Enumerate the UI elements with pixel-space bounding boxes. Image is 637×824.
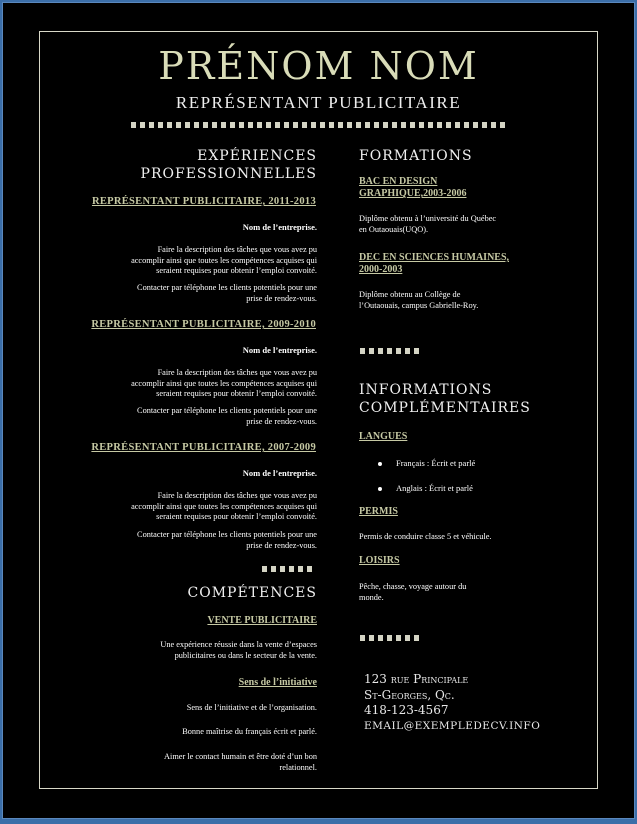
job1-title: REPRÉSENTANT PUBLICITAIRE, 2011-2013 — [91, 196, 316, 207]
experience-heading-line1: EXPÉRIENCES — [197, 148, 317, 164]
degree1-description: Diplôme obtenu à l’université du Québec en Outaouais(UQO). — [359, 214, 497, 234]
bullet-icon — [378, 487, 382, 491]
hobbies-heading: LOISIRS — [359, 555, 400, 566]
languages-heading: LANGUES — [359, 431, 408, 442]
skills-sales-heading: VENTE PUBLICITAIRE — [207, 615, 317, 626]
job2-contact: Contacter par téléphone les clients potentiels pour une prise de rendez-vous. — [137, 406, 317, 426]
education-heading: FORMATIONS — [359, 148, 473, 164]
skills-item-contact: Aimer le contact humain et être doté d’un bon relationnel. — [164, 752, 317, 772]
job2-company: Nom de l’entreprise. — [242, 345, 317, 355]
contact-email[interactable]: EMAIL@EXEMPLEDECV.INFO — [364, 719, 541, 732]
contact-street: 123 rue Principale — [364, 672, 469, 686]
experience-divider-dots — [262, 566, 312, 572]
skills-sales-text: Une expérience réussie dans la vente d’espaces publicitaires ou dans le secteur de la vente. — [160, 640, 317, 660]
degree1-title: BAC EN DESIGN GRAPHIQUE,2003-2006 — [359, 176, 467, 199]
skills-item-french: Bonne maîtrise du français écrit et parlé. — [182, 727, 317, 736]
job3-title: REPRÉSENTANT PUBLICITAIRE, 2007-2009 — [91, 442, 316, 453]
permit-heading: PERMIS — [359, 506, 398, 517]
degree2-description: Diplôme obtenu au Collège de l’Outaouais, campus Gabrielle-Roy. — [359, 290, 479, 310]
permit-text: Permis de conduire classe 5 et véhicule. — [359, 532, 492, 541]
job-title-header: REPRÉSENTANT PUBLICITAIRE — [175, 93, 462, 112]
full-name: PRÉNOM NOM — [158, 44, 479, 88]
education-divider-dots — [360, 348, 422, 354]
additional-info-heading: INFORMATIONS COMPLÉMENTAIRES — [359, 382, 531, 416]
job1-description: Faire la description des tâches que vous avez pu accomplir ainsi que toutes les compétences acquises qui seraient requises pour obtenir l’emploi convoité. — [131, 245, 317, 275]
experience-heading — [141, 147, 317, 183]
contact-block — [364, 672, 540, 734]
experience-heading-line2: PROFESSIONNELLES — [140, 166, 317, 182]
job2-description: Faire la description des tâches que vous avez pu accomplir ainsi que toutes les compétences acquises qui seraient requises pour obtenir l’emploi convoité. — [131, 368, 317, 398]
job3-company: Nom de l’entreprise. — [242, 468, 317, 478]
skills-item-organisation: Sens de l’initiative et de l’organisation. — [186, 703, 317, 712]
job3-description: Faire la description des tâches que vous avez pu accomplir ainsi que toutes les compétences acquises qui seraient requises pour obtenir l’emploi convoité. — [131, 491, 317, 521]
contact-city: St-Georges, Qc. — [364, 687, 455, 702]
job1-company: Nom de l’entreprise. — [242, 222, 317, 232]
contact-phone: 418-123-4567 — [364, 703, 449, 717]
additional-divider-dots — [360, 635, 422, 641]
bullet-icon — [378, 462, 382, 466]
language-english: Anglais : Écrit et parlé — [378, 483, 473, 493]
hobbies-text: Pêche, chasse, voyage autour du monde. — [359, 582, 467, 602]
skills-initiative-heading: Sens de l’initiative — [238, 677, 317, 688]
degree2-title: DEC EN SCIENCES HUMAINES, 2000-2003 — [359, 252, 510, 275]
job2-title: REPRÉSENTANT PUBLICITAIRE, 2009-2010 — [91, 319, 316, 330]
language-french: Français : Écrit et parlé — [378, 458, 475, 468]
skills-heading: COMPÉTENCES — [187, 585, 317, 601]
job3-contact: Contacter par téléphone les clients potentiels pour une prise de rendez-vous. — [137, 530, 317, 550]
header-divider-dots — [131, 122, 506, 128]
job1-contact: Contacter par téléphone les clients potentiels pour une prise de rendez-vous. — [137, 283, 317, 303]
